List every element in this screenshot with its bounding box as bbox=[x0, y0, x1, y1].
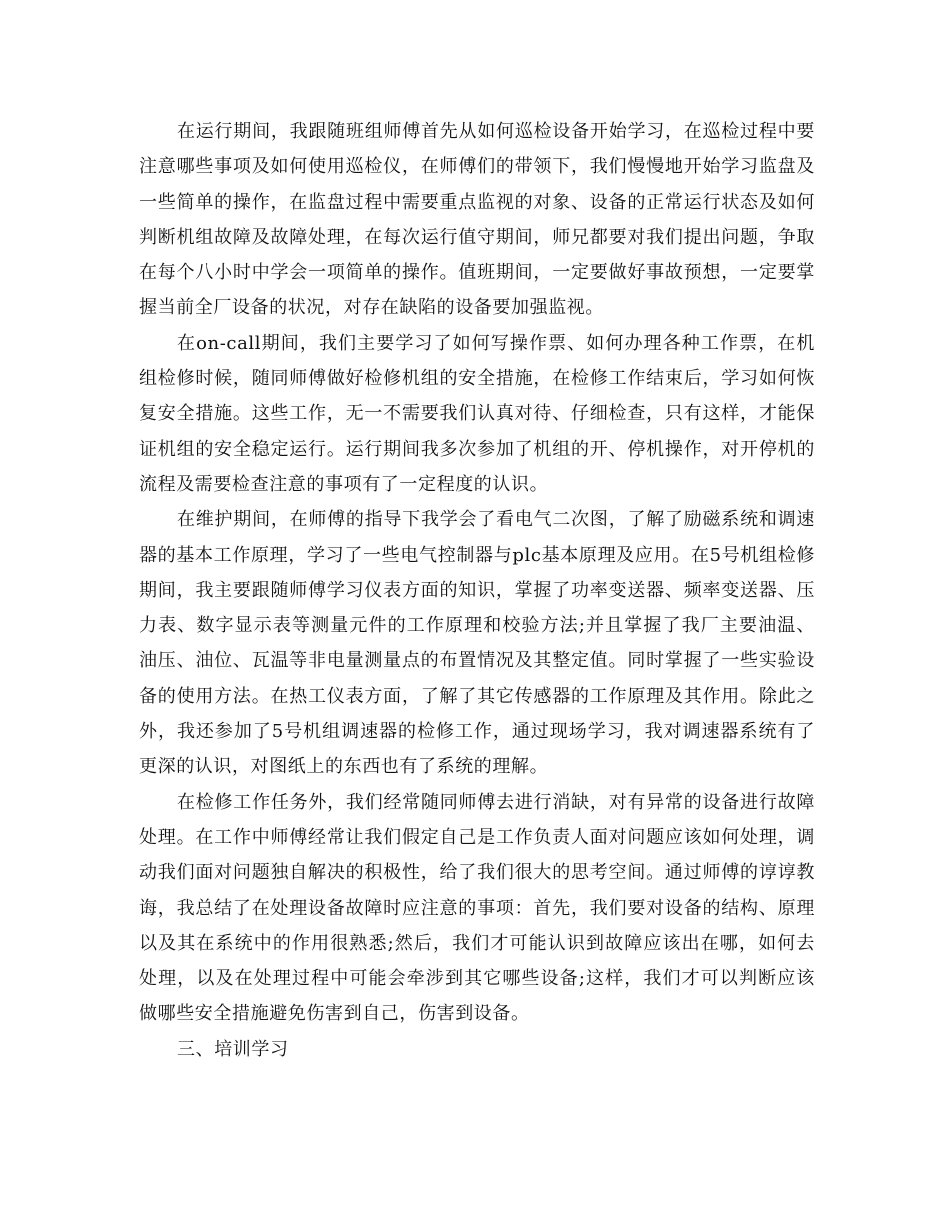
section-heading-training: 三、培训学习 bbox=[177, 1038, 289, 1060]
paragraph-operation-period: 在运行期间，我跟随班组师傅首先从如何巡检设备开始学习，在巡检过程中要注意哪些事项及如何使用巡检仪，在师傅们的带领下，我们慢慢地开始学习监盘及一些简单的操作，在监盘过程中需要重点监视的对象、设备的正常运行状态及如何判断机组故障及故障处理，在每次运行值守期间，师兄都要对我们提出问题，争取在每个八小时中学会一项简单的操作。值班期间，一定要做好事故预想，一定要掌握当前全厂设备的状况，对存在缺陷的设备要加强监视。 bbox=[139, 121, 815, 319]
document-body bbox=[139, 114, 815, 1067]
paragraph-maintenance-period: 在维护期间，在师傅的指导下我学会了看电气二次图，了解了励磁系统和调速器的基本工作原理，学习了一些电气控制器与plc基本原理及应用。在5号机组检修期间，我主要跟随师傅学习仪表方面的知识，掌握了功率变送器、频率变送器、压力表、数字显示表等测量元件的工作原理和校验方法;并且掌握了我厂主要油温、油压、油位、瓦温等非电量测量点的布置情况及其整定值。同时掌握了一些实验设备的使用方法。在热工仪表方面，了解了其它传感器的工作原理及其作用。除此之外，我还参加了5号机组调速器的检修工作，通过现场学习，我对调速器系统有了更深的认识，对图纸上的东西也有了系统的理解。 bbox=[139, 509, 815, 778]
paragraph-on-call-period: 在on-call期间，我们主要学习了如何写操作票、如何办理各种工作票，在机组检修时候，随同师傅做好检修机组的安全措施，在检修工作结束后，学习如何恢复安全措施。这些工作，无一不需要我们认真对待、仔细检查，只有这样，才能保证机组的安全稳定运行。运行期间我多次参加了机组的开、停机操作，对开停机的流程及需要检查注意的事项有了一定程度的认识。 bbox=[139, 332, 815, 495]
paragraph-troubleshooting: 在检修工作任务外，我们经常随同师傅去进行消缺，对有异常的设备进行故障处理。在工作中师傅经常让我们假定自己是工作负责人面对问题应该如何处理，调动我们面对问题独自解决的积极性，给了我们很大的思考空间。通过师傅的谆谆教诲，我总结了在处理设备故障时应注意的事项：首先，我们要对设备的结构、原理以及其在系统中的作用很熟悉;然后，我们才可能认识到故障应该出在哪，如何去处理，以及在处理过程中可能会牵涉到其它哪些设备;这样，我们才可以判断应该做哪些安全措施避免伤害到自己，伤害到设备。 bbox=[139, 791, 815, 1025]
